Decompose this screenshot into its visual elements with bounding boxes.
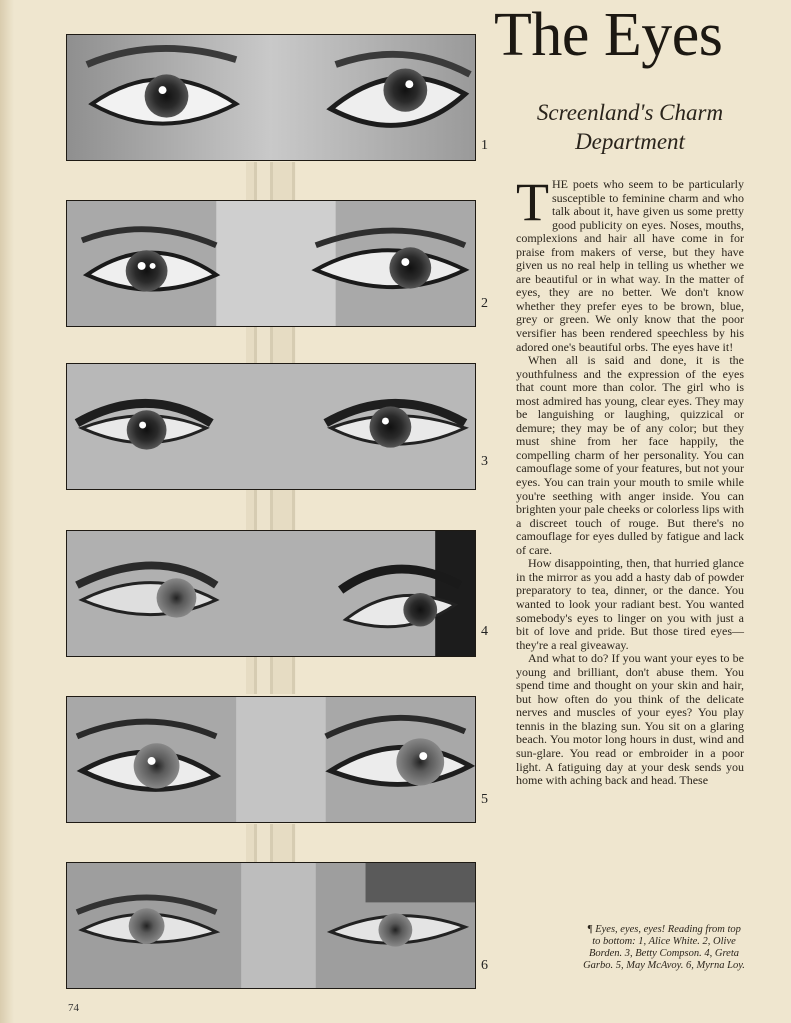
- subtitle-line: Screenland's Charm: [536, 100, 724, 125]
- eyes-photo-4: [66, 530, 476, 657]
- page-title: The Eyes: [494, 1, 723, 69]
- eyes-photo-5: [66, 696, 476, 823]
- page-subtitle: [505, 98, 755, 156]
- eyes-photo-3: [66, 363, 476, 490]
- caption-mark-icon: ¶: [587, 924, 596, 935]
- photo-number-2: 2: [481, 296, 488, 311]
- drop-cap: T: [516, 172, 549, 232]
- caption-text: Eyes, eyes, eyes! Reading from top to bottom: 1, Alice White. 2, Olive Borden. 3, Betty Compson. 4, Greta Garbo. 5, May McAvoy. 6, Myrna Loy.: [583, 924, 745, 971]
- eyes-photo-1: [66, 34, 476, 161]
- photo-caption: [583, 924, 745, 972]
- photo-number-6: 6: [481, 958, 488, 973]
- article-paragraph: [516, 172, 744, 354]
- article-paragraph-text: HE poets who seem to be particularly susceptible to feminine charm and who talk about it, have given us some pretty good publicity on eyes. Noses, mouths, complexions and hair all have come in for praise from makers of verse, but they have given us no real help in telling us whether we are beautiful or in what way. In the matter of eyes, they are no better. We don't know whether they prefer eyes to be brown, blue, grey or green. We only know that the poor versifier has been rendered speechless by his adored one's beautiful orbs. The eyes have it!: [516, 177, 744, 354]
- photo-connector-strip: [246, 325, 296, 365]
- article-body: [516, 172, 744, 788]
- photo-connector-strip: [246, 162, 296, 202]
- eyes-photo-2: [66, 200, 476, 327]
- photo-connector-strip: [246, 490, 296, 530]
- photo-connector-strip: [246, 824, 296, 864]
- eyes-photo-6: [66, 862, 476, 989]
- page-number: 74: [68, 1002, 79, 1014]
- photo-number-4: 4: [481, 624, 488, 639]
- photo-number-1: 1: [481, 138, 488, 153]
- article-paragraph: And what to do? If you want your eyes to be young and brilliant, don't abuse them. You spend time and thought on your skin and hair, but how often do you think of the delicate nerves and muscles of your eyes? You play tennis in the blazing sun. You sit on a glaring beach. You motor long hours in dust, wind and sun-glare. You read or embroider in a poor light. A fatiguing day at your desk sends you home with aching back and head. These: [516, 651, 744, 788]
- page-binding-edge: [0, 0, 14, 1023]
- photo-connector-strip: [246, 654, 296, 694]
- article-paragraph: When all is said and done, it is the youthfulness and the expression of the eyes that count more than color. The girl who is most admired has young, clear eyes. They may be languishing or laughing, quizzical or demure; they may be of any color; but they must shine from her face happily, the compelling charm of her personality. You can camouflage some of your features, but not your eyes. You can train your mouth to smile while you're seething with anger inside. You can brighten your pale cheeks or colorless lips with a discreet touch of rouge. But there's no camouflage for eyes dulled by fatigue and lack of care.: [516, 353, 744, 557]
- photo-number-3: 3: [481, 454, 488, 469]
- article-paragraph: How disappointing, then, that hurried glance in the mirror as you add a hasty dab of powder preparatory to tea, dinner, or the dance. You wanted to look your radiant best. You wanted somebody's eyes to linger on you with just a bit of love and pride. But those tired eyes—they're a real giveaway.: [516, 556, 744, 652]
- photo-number-5: 5: [481, 792, 488, 807]
- subtitle-line: Department: [575, 129, 685, 154]
